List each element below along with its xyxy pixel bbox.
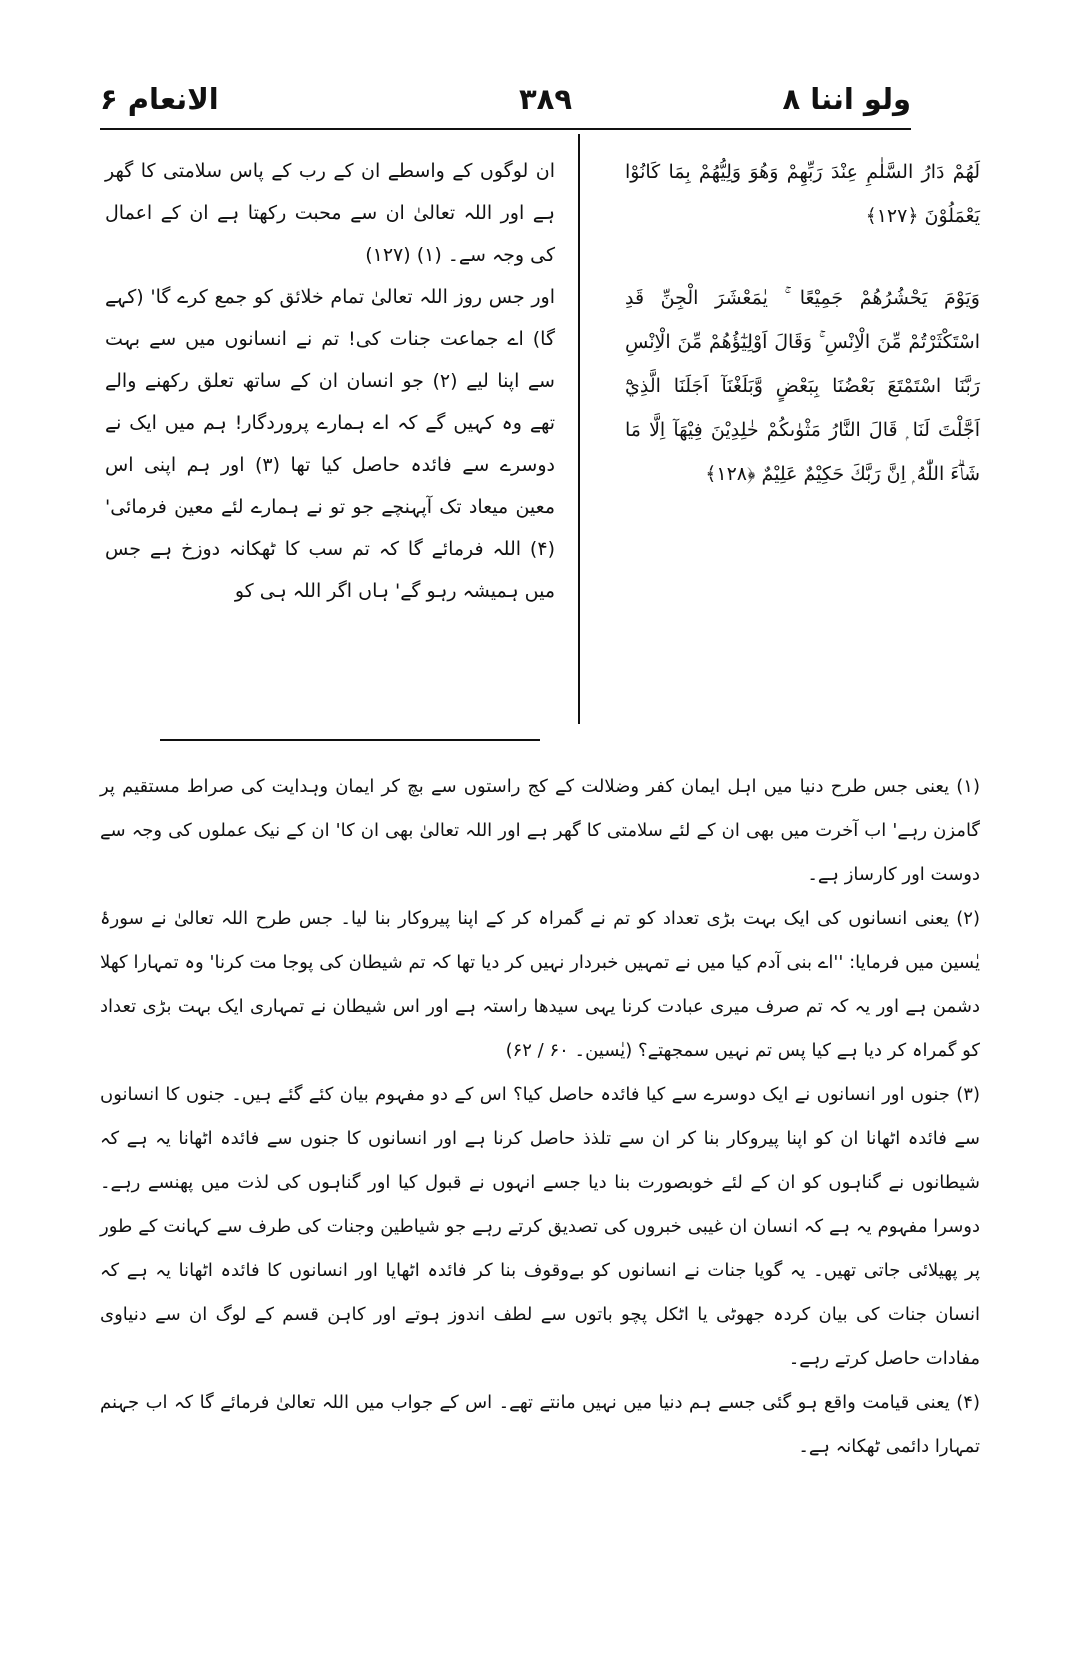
translation-paragraph-1: ان لوگوں کے واسطے ان کے رب کے پاس سلامتی کا گھر ہے اور اللہ تعالیٰ ان سے محبت رکھتا ہے ان کے اعمال کی وجہ سے۔ (۱) (۱۲۷) xyxy=(105,160,555,266)
footnote-1: (۱) یعنی جس طرح دنیا میں اہل ایمان کفر وضلالت کے کج راستوں سے بچ کر ایمان وہدایت کی صراط مستقیم پر گامزن رہے' اب آخرت میں بھی ان کے لئے سلامتی کا گھر ہے اور اللہ تعالیٰ بھی ان کا' ان کے نیک عملوں کی وجہ سے دوست اور کارساز ہے۔ xyxy=(100,776,980,885)
arabic-column xyxy=(625,150,980,496)
juz-label: ولو اننا ۸ xyxy=(782,82,911,116)
translation-column xyxy=(105,150,555,612)
footnote-separator xyxy=(160,739,540,741)
surah-label: الانعام ۶ xyxy=(100,82,219,116)
column-divider xyxy=(578,134,580,724)
footnote-2: (۲) یعنی انسانوں کی ایک بہت بڑی تعداد کو تم نے گمراہ کر کے اپنا پیروکار بنا لیا۔ جس طرح اللہ تعالیٰ نے سورۂ یٰسین میں فرمایا: ''اے بنی آدم کیا میں نے تمہیں خبردار نہیں کر دیا تھا کہ تم شیطان کی پوجا مت کرنا' وہ تمہارا کھلا دشمن ہے اور یہ کہ تم صرف میری عبادت کرنا یہی سیدھا راستہ ہے اور اس شیطان نے تمہاری ایک بہت بڑی تعداد کو گمراہ کر دیا ہے کیا پس تم نہیں سمجھتے؟ (یٰسین۔ ۶۰ / ۶۲) xyxy=(100,908,980,1061)
header-rule xyxy=(100,128,911,130)
verse-spacer xyxy=(625,238,980,276)
footnote-3: (۳) جنوں اور انسانوں نے ایک دوسرے سے کیا فائدہ حاصل کیا؟ اس کے دو مفہوم بیان کئے گئے ہیں۔ جنوں کا انسانوں سے فائدہ اٹھانا ان کو اپنا پیروکار بنا کر ان سے تلذذ حاصل کرنا ہے اور انسانوں کا جنوں سے فائدہ اٹھانا یہ ہے کہ شیطانوں نے گناہوں کو ان کے لئے خوبصورت بنا دیا جسے انہوں نے قبول کیا اور گناہوں کی لذت میں پھنسے رہے۔ دوسرا مفہوم یہ ہے کہ انسان ان غیبی خبروں کی تصدیق کرتے رہے جو شیاطین وجنات کی طرف سے کہانت کے طور پر پھیلائی جاتی تھیں۔ یہ گویا جنات نے انسانوں کو بےوقوف بنا کر فائدہ اٹھایا اور انسانوں کا فائدہ اٹھانا یہ ہے کہ انسان جنات کی بیان کردہ جھوٹی یا اٹکل پچو باتوں سے لطف اندوز ہوتے اور کاہن قسم کے لوگ ان سے دنیاوی مفادات حاصل کرتے رہے۔ xyxy=(100,1084,980,1369)
page-number: ۳۸۹ xyxy=(518,82,573,116)
translation-paragraph-2: اور جس روز اللہ تعالیٰ تمام خلائق کو جمع کرے گا' (کہے گا) اے جماعت جنات کی! تم نے انسانوں میں سے بہت سے اپنا لیے (۲) جو انسان ان کے ساتھ تعلق رکھنے والے تھے وہ کہیں گے کہ اے ہمارے پروردگار! ہم میں ایک نے دوسرے سے فائدہ حاصل کیا تھا (۳) اور ہم اپنی اس معین میعاد تک آپہنچے جو تو نے ہمارے لئے معین فرمائی' (۴) اللہ فرمائے گا کہ تم سب کا ٹھکانہ دوزخ ہے جس میں ہمیشہ رہو گے' ہاں اگر اللہ ہی کو xyxy=(105,286,555,602)
verse-128: وَيَوْمَ يَحْشُرُهُمْ جَمِيْعًا ۚ يٰمَعْشَرَ الْجِنِّ قَدِ اسْتَكْثَرْتُمْ مِّنَ الْاِنْسِ ۚ وَقَالَ اَوْلِيٰٓؤُهُمْ مِّنَ الْاِنْسِ رَبَّنَا اسْتَمْتَعَ بَعْضُنَا بِبَعْضٍ وَّبَلَغْنَآ اَجَلَنَا الَّذِيْٓ اَجَّلْتَ لَنَا ۭ قَالَ النَّارُ مَثْوٰىكُمْ خٰلِدِيْنَ فِيْهَآ اِلَّا مَا شَاۗءَ اللّٰهُ ۭ اِنَّ رَبَّكَ حَكِيْمٌ عَلِيْمٌ ﴿۱۲۸﴾ xyxy=(625,287,980,485)
footnotes xyxy=(100,765,980,1469)
footnote-4: (۴) یعنی قیامت واقع ہو گئی جسے ہم دنیا میں نہیں مانتے تھے۔ اس کے جواب میں اللہ تعالیٰ فرمائے گا کہ اب جہنم تمہارا دائمی ٹھکانہ ہے۔ xyxy=(100,1392,980,1457)
verse-127: لَهُمْ دَارُ السَّلٰمِ عِنْدَ رَبِّهِمْ وَهُوَ وَلِيُّهُمْ بِمَا كَانُوْا يَعْمَلُوْنَ ﴿۱۲۷﴾ xyxy=(625,161,980,227)
